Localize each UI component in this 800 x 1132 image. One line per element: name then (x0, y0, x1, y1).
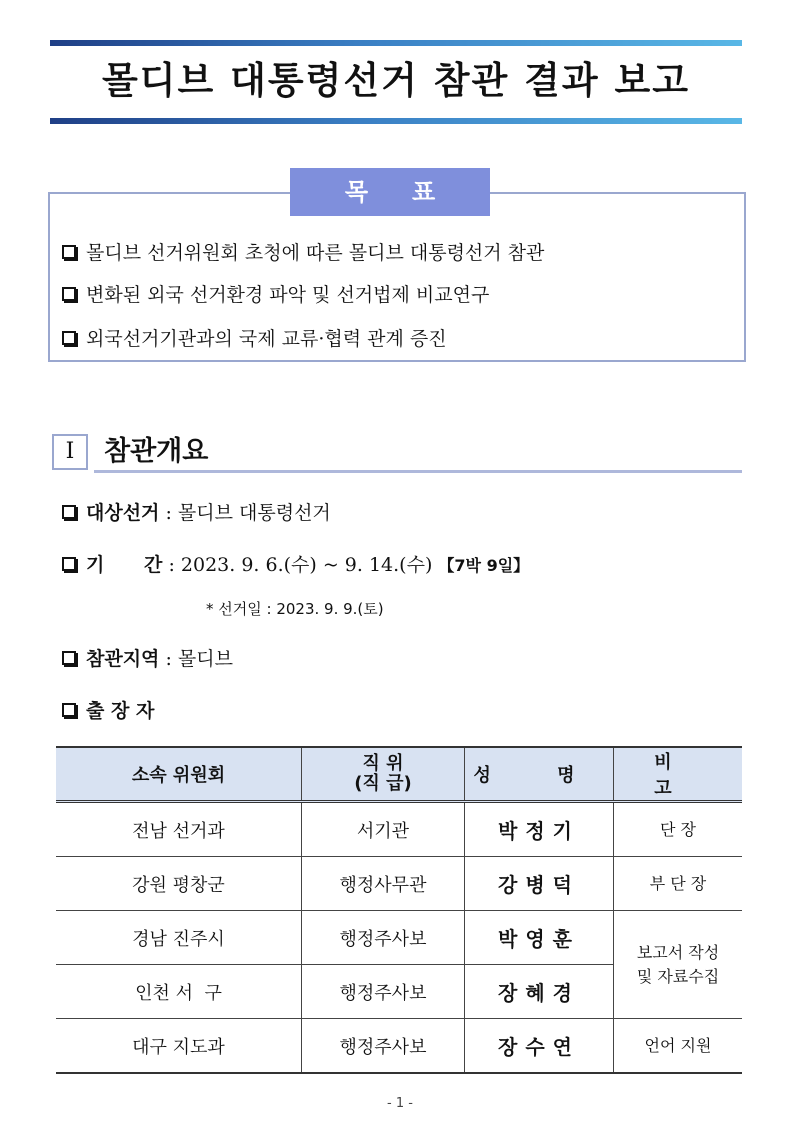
cell-note: 부 단 장 (614, 857, 743, 911)
target-election-label: 대상선거 (86, 502, 160, 524)
table-row (56, 1019, 742, 1074)
document-title: 몰디브 대통령선거 참관 결과 보고 (102, 59, 690, 102)
goal-item-2 (62, 280, 489, 310)
region-value: : 몰디브 (165, 648, 233, 670)
header-name: 성 명 (465, 747, 614, 802)
cell-position: 서기관 (302, 802, 465, 857)
checkbox-bullet-icon (62, 703, 76, 717)
table-header-row (56, 747, 742, 802)
cell-name: 장수연 (465, 1019, 614, 1074)
cell-position: 행정사무관 (302, 857, 465, 911)
table-row (56, 802, 742, 857)
cell-position: 행정주사보 (302, 1019, 465, 1074)
section-title: 참관개요 (104, 436, 209, 467)
period-value: : 2023. 9. 6.(수) ~ 9. 14.(수) (168, 554, 433, 576)
goal-item-3 (62, 324, 447, 354)
cell-name: 박정기 (465, 802, 614, 857)
goal-item-text: 몰디브 선거위원회 초청에 따른 몰디브 대통령선거 참관 (86, 242, 545, 264)
region-row (62, 644, 233, 674)
cell-org: 전남 선거과 (56, 802, 302, 857)
election-day-note: * 선거일 : 2023. 9. 9.(토) (206, 600, 384, 618)
goal-item-text: 변화된 외국 선거환경 파악 및 선거법제 비교연구 (86, 284, 490, 306)
checkbox-bullet-icon (62, 557, 76, 571)
goal-item-text: 외국선거기관과의 국제 교류·협력 관계 증진 (86, 328, 447, 350)
region-label: 참관지역 (86, 648, 160, 670)
page-number: - 1 - (387, 1096, 413, 1111)
cell-position: 행정주사보 (302, 965, 465, 1019)
checkbox-bullet-icon (62, 505, 76, 519)
cell-org: 경남 진주시 (56, 911, 302, 965)
cell-note: 언어 지원 (614, 1019, 743, 1074)
members-label: 출 장 자 (86, 700, 155, 722)
period-label: 기 간 (86, 554, 163, 576)
header-position: 직 위 (직 급) (302, 747, 465, 802)
section-number: I (52, 434, 88, 470)
cell-org: 강원 평창군 (56, 857, 302, 911)
goal-item-1 (62, 238, 544, 268)
checkbox-bullet-icon (62, 331, 76, 345)
table-row (56, 857, 742, 911)
cell-position: 행정주사보 (302, 911, 465, 965)
cell-name: 장혜경 (465, 965, 614, 1019)
cell-org: 대구 지도과 (56, 1019, 302, 1074)
period-days: 【7박 9일】 (438, 556, 530, 575)
checkbox-bullet-icon (62, 245, 76, 259)
checkbox-bullet-icon (62, 651, 76, 665)
checkbox-bullet-icon (62, 287, 76, 301)
title-bottom-bar (50, 118, 742, 124)
section-underline (94, 470, 742, 473)
header-org: 소속 위원회 (56, 747, 302, 802)
cell-org: 인천 서 구 (56, 965, 302, 1019)
header-note: 비 고 (614, 747, 743, 802)
target-election-value: : 몰디브 대통령선거 (165, 502, 331, 524)
cell-note: 보고서 작성 및 자료수집 (614, 911, 743, 1019)
cell-note: 단 장 (614, 802, 743, 857)
members-table (56, 746, 742, 1074)
title-top-bar (50, 40, 742, 46)
cell-name: 강병덕 (465, 857, 614, 911)
table-row (56, 911, 742, 965)
cell-name: 박영훈 (465, 911, 614, 965)
members-row (62, 696, 154, 726)
target-election-row (62, 498, 331, 528)
period-row (62, 550, 529, 580)
goals-label: 목표 (290, 168, 490, 216)
